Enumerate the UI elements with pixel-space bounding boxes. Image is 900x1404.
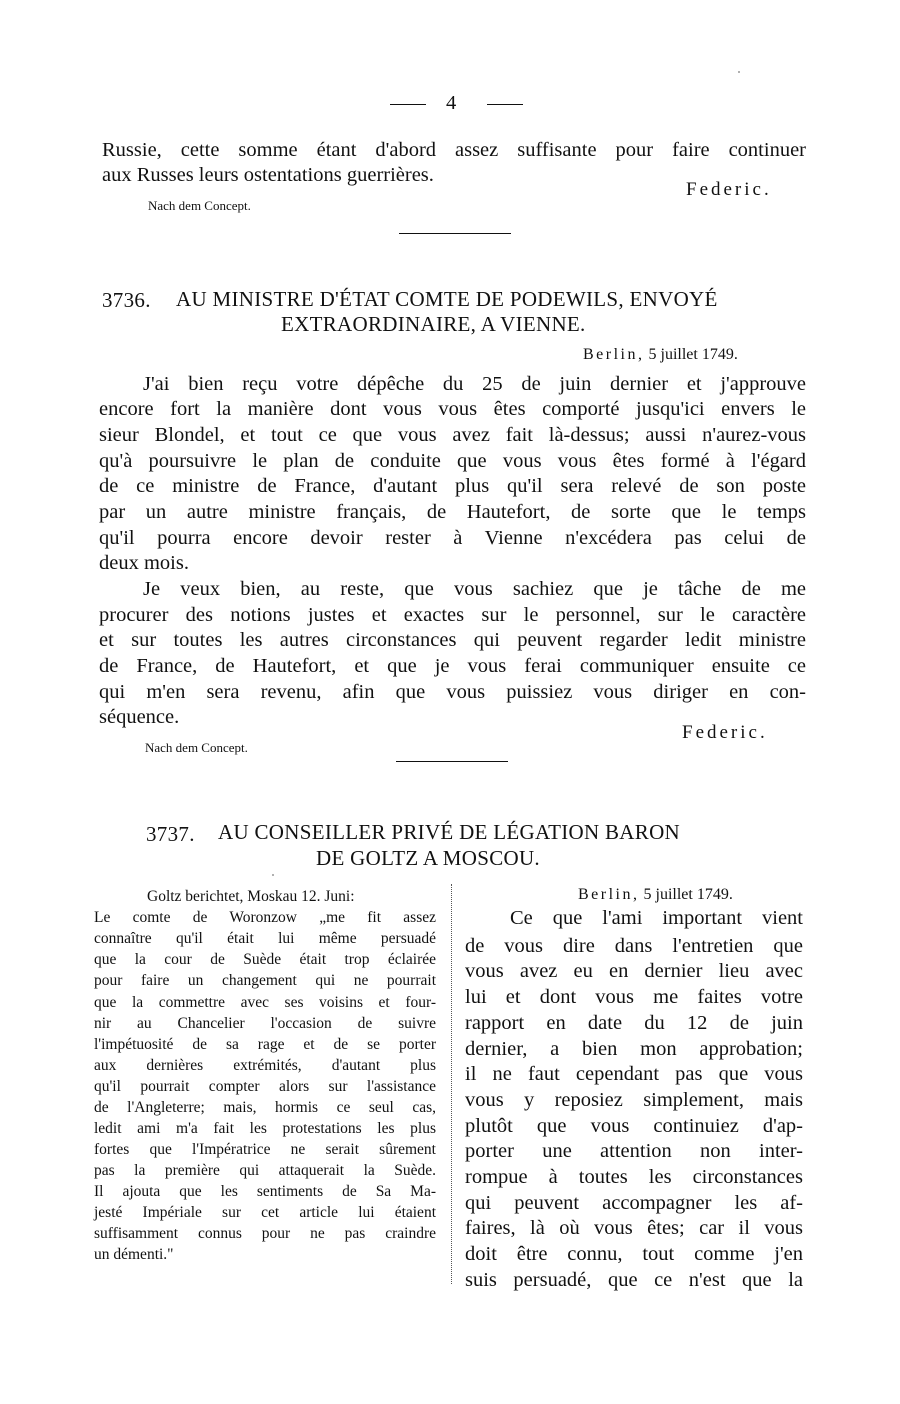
letter-3737-number: 3737. — [146, 822, 195, 846]
scan-speck — [272, 874, 274, 876]
reply-line: plutôt que vous continuiez d'ap- — [465, 1115, 803, 1137]
letter-3736-date — [583, 346, 738, 364]
summary-line: que la cour de Suède était trop éclairée — [94, 951, 436, 968]
letter-3736-line: deux mois. — [99, 552, 189, 574]
summary-line: nir au Chancelier l'occasion de suivre — [94, 1015, 436, 1032]
letter-3736-line: et sur toutes les autres circonstances qui peuvent regarder ledit ministre — [99, 629, 806, 651]
reply-line: suis persuadé, que ce n'est que la — [465, 1269, 803, 1291]
letter-3737-heading: DE GOLTZ A MOSCOU. — [316, 846, 540, 870]
letter-3736-line: J'ai bien reçu votre dépêche du 25 de juin dernier et j'approuve — [143, 373, 806, 395]
opening-line: Russie, cette somme étant d'abord assez suffisante pour faire continuer — [102, 139, 806, 161]
reply-line: doit être connu, tout comme j'en — [465, 1243, 803, 1265]
reply-line: rompue à toutes les circonstances — [465, 1166, 803, 1188]
page-number: 4 — [446, 92, 457, 114]
letter-3736-signature: Federic. — [682, 722, 768, 743]
summary-line: que la commettre avec ses voisins et four- — [94, 994, 436, 1011]
letter-3736-line: Je veux bien, au reste, que vous sachiez que je tâche de me — [143, 578, 806, 600]
letter-3736-heading: AU MINISTRE D'ÉTAT COMTE DE PODEWILS, ENVOYÉ — [176, 287, 718, 311]
letter-3736-line: de France, de Hautefort, et que je vous ferai communiquer ensuite ce — [99, 655, 806, 677]
letter-3736-line: de ce ministre de France, d'autant plus qu'il sera relevé de son poste — [99, 475, 806, 497]
section-divider — [399, 233, 511, 234]
letter-3736-number: 3736. — [102, 288, 151, 312]
summary-line: jesté Impériale sur cet article lui étaient — [94, 1204, 436, 1221]
summary-line: suffisamment connus pour ne pas craindre — [94, 1225, 436, 1242]
letter-3736-line: encore fort la manière dont vous vous êtes comporté jusqu'ici envers le — [99, 398, 806, 420]
summary-line: qu'il pourrait compter alors sur l'assistance — [94, 1078, 436, 1095]
reply-line: dernier, a bien mon approbation; — [465, 1038, 803, 1060]
letter-3736-line: qu'il pourra encore devoir rester à Vienne n'excédera pas celui de — [99, 527, 806, 549]
summary-line: aux dernières extrémités, d'autant plus — [94, 1057, 436, 1074]
letter-3737-heading: AU CONSEILLER PRIVÉ DE LÉGATION BARON — [218, 820, 680, 844]
reply-line: lui et dont vous me faites votre — [465, 986, 803, 1008]
date-place: Berlin, — [583, 346, 645, 363]
summary-line: Il ajouta que les sentiments de Sa Ma- — [94, 1183, 436, 1200]
letter-3736-line: procurer des notions justes et exactes sur le personnel, sur le caractère — [99, 604, 806, 626]
date-place: Berlin, — [578, 886, 640, 903]
column-separator — [451, 884, 452, 1284]
letter-3736-source-note: Nach dem Concept. — [145, 740, 248, 755]
scan-speck — [738, 71, 740, 73]
reply-line: vous y reposiez simplement, mais — [465, 1089, 803, 1111]
summary-line: ledit ami m'a fait les protestations les plus — [94, 1120, 436, 1137]
reply-line: porter une attention non inter- — [465, 1140, 803, 1162]
letter-3736-line: sieur Blondel, et tout ce que vous avez fait là-dessus; aussi n'aurez-vous — [99, 424, 806, 446]
summary-line: Goltz berichtet, Moskau 12. Juni: — [147, 888, 355, 905]
letter-3736-line: par un autre ministre français, de Hautefort, de sorte que le temps — [99, 501, 806, 523]
letter-3736-line: séquence. — [99, 706, 180, 728]
letter-3736-line: qu'à poursuivre le plan de conduite que vous vous êtes formé à l'égard — [99, 450, 806, 472]
letter-3736-heading: EXTRAORDINAIRE, A VIENNE. — [281, 312, 586, 336]
reply-line: vous avez eu en dernier lieu avec — [465, 960, 803, 982]
summary-line: l'impétuosité de sa rage et de se porter — [94, 1036, 436, 1053]
summary-line: connaître qu'il était lui même persuadé — [94, 930, 436, 947]
reply-line: rapport en date du 12 de juin — [465, 1012, 803, 1034]
summary-line: fortes que l'Impératrice ne serait sûrement — [94, 1141, 436, 1158]
date-day: 5 juillet 1749. — [643, 886, 733, 903]
summary-line: pour faire un changement qui ne pourrait — [94, 972, 436, 989]
opening-source-note: Nach dem Concept. — [148, 198, 251, 213]
reply-line: faires, là où vous êtes; car il vous — [465, 1217, 803, 1239]
reply-line: qui peuvent accompagner les af- — [465, 1192, 803, 1214]
summary-line: de l'Angleterre; mais, hormis ce seul cas, — [94, 1099, 436, 1116]
reply-line: de vous dire dans l'entretien que — [465, 935, 803, 957]
date-day: 5 juillet 1749. — [648, 346, 738, 363]
summary-line: un démenti." — [94, 1246, 174, 1263]
section-divider — [396, 761, 508, 762]
summary-line: Le comte de Woronzow „me fit assez — [94, 909, 436, 926]
summary-line: pas la première qui attaquerait la Suède. — [94, 1162, 436, 1179]
letter-3737-date — [578, 886, 733, 904]
reply-line: Ce que l'ami important vient — [510, 907, 803, 929]
page-number-dash-left — [390, 104, 426, 105]
opening-signature: Federic. — [686, 179, 772, 200]
letter-3736-line: qui m'en sera revenu, afin que vous puissiez vous diriger en con- — [99, 681, 806, 703]
page-number-dash-right — [487, 104, 523, 105]
reply-line: il ne faut cependant pas que vous — [465, 1063, 803, 1085]
opening-line: aux Russes leurs ostentations guerrières. — [102, 164, 434, 186]
